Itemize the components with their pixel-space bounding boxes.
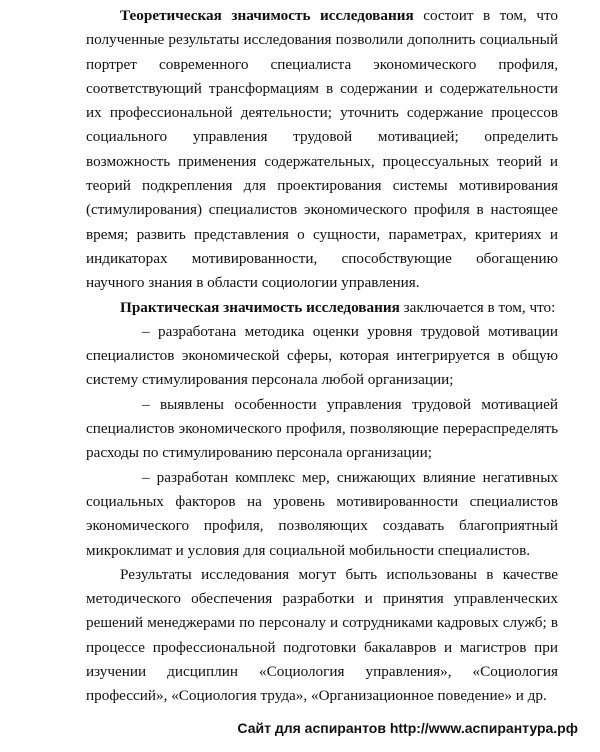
practical-significance-heading: Практическая значимость исследования <box>120 298 400 316</box>
practical-significance-text: заключается в том, что: <box>399 298 556 316</box>
document-body <box>86 4 558 709</box>
practical-significance-paragraph <box>86 296 558 320</box>
list-item: – разработана методика оценки уровня трудовой мотивации специалистов экономической сферы, которая интегрируется в общую систему стимулирования персонала любой организации; <box>86 322 558 389</box>
theoretical-significance-heading: Теоретическая значимость исследования <box>120 7 414 24</box>
results-usage-paragraph: Результаты исследования могут быть использованы в качестве методического обеспечения разработки и принятия управленческих решений менеджерами по персоналу и сотрудниками кадровых служб; в процессе профессиональной подготовки бакалавров и магистров при изучении дисциплин «Социология управления», «Социология профессий», «Социология труда», «Организационное поведение» и др. <box>86 565 558 705</box>
theoretical-significance-text: состоит в том, что полученные результаты исследования позволили дополнить социальный портрет современного специалиста экономического профиля, соответствующий трансформациям в содержании и содержательности их профессиональной деятельности; уточнить содержание процессов социального управления трудовой мотивацией; определить возможность применения содержательных, процессуальных теорий и теорий подкрепления для проектирования системы мотивирования (стимулирования) специалистов экономического профиля в настоящее время; развить представления о сущности, параметрах, критериях и индикаторах мотивированности, способствующие обогащению научного знания в области социологии управления. <box>86 7 558 292</box>
theoretical-significance-paragraph <box>86 4 558 296</box>
list-item: – выявлены особенности управления трудовой мотивацией специалистов экономического профиля, позволяющие перераспределять расходы по стимулированию персонала организации; <box>86 395 558 462</box>
site-footer-link[interactable]: Сайт для аспирантов http://www.аспирантура.рф <box>237 720 578 736</box>
list-item: – разработан комплекс мер, снижающих влияние негативных социальных факторов на уровень мотивированности специалистов экономического профиля, позволяющих создавать благоприятный микроклимат и условия для социальной мобильности специалистов. <box>86 468 558 559</box>
